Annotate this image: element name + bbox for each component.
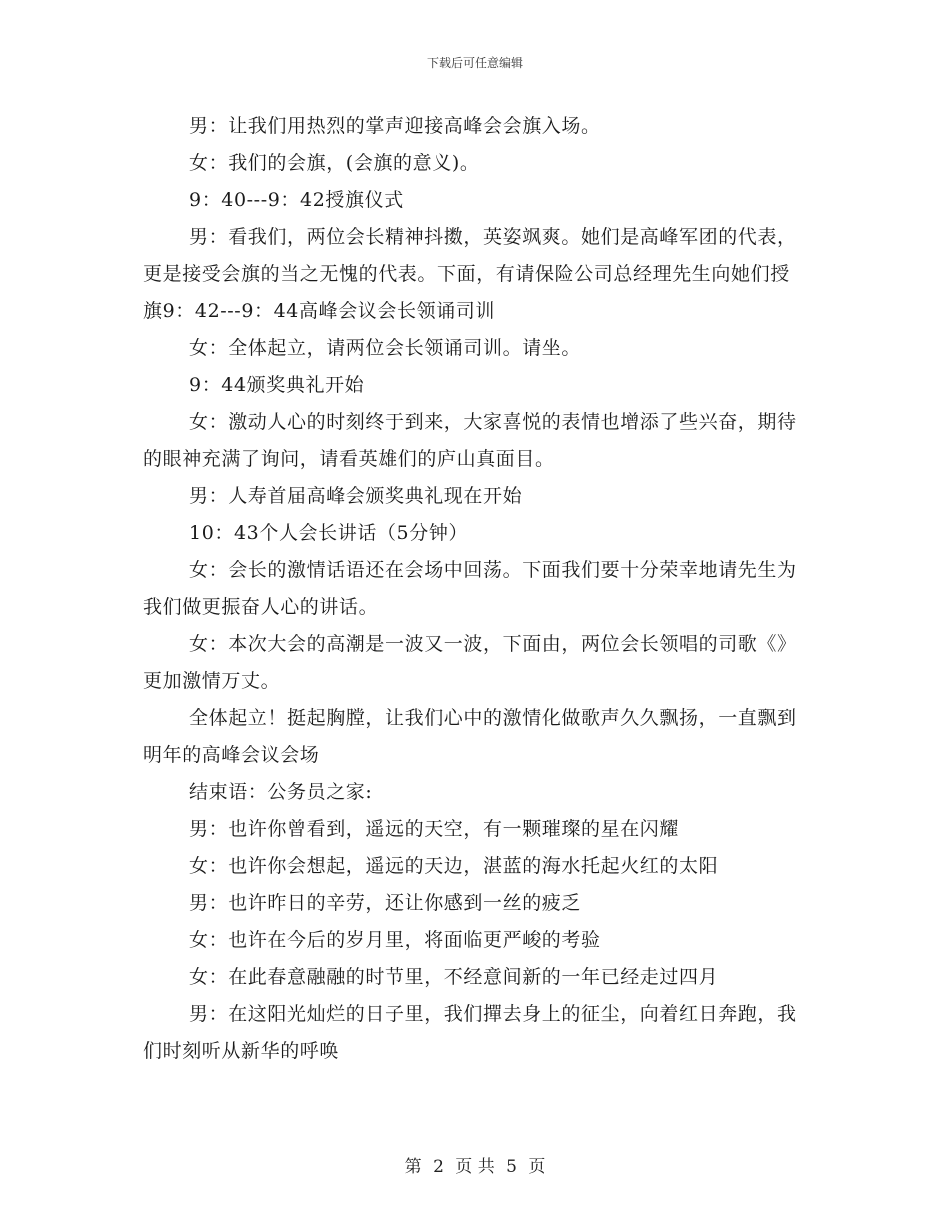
paragraph: 男：也许你曾看到，遥远的天空，有一颗璀璨的星在闪耀 bbox=[189, 818, 680, 840]
paragraph: 10：43个人会长讲话（5分钟） bbox=[189, 522, 469, 544]
paragraph: 女：在此春意融融的时节里，不经意间新的一年已经走过四月 bbox=[189, 966, 719, 988]
paragraph: 男：也许昨日的辛劳，还让你感到一丝的疲乏 bbox=[189, 892, 582, 914]
paragraph: 女：也许你会想起，遥远的天边，湛蓝的海水托起火红的太阳 bbox=[189, 855, 719, 877]
page-number-middle: 页 共 bbox=[455, 1157, 495, 1177]
page-header: 下载后可任意编辑 bbox=[426, 56, 523, 70]
paragraph: 女：也许在今后的岁月里，将面临更严峻的考验 bbox=[189, 929, 601, 951]
document-body bbox=[143, 108, 808, 1070]
current-page-number: 2 bbox=[433, 1157, 444, 1177]
paragraph: 全体起立！挺起胸膛，让我们心中的激情化做歌声久久飘扬，一直飘到明年的高峰会议会场 bbox=[143, 707, 797, 766]
paragraph: 女：激动人心的时刻终于到来，大家喜悦的表情也增添了些兴奋，期待的眼神充满了询问，请看英雄们的庐山真面目。 bbox=[143, 411, 797, 470]
paragraph: 9：44颁奖典礼开始 bbox=[189, 374, 365, 396]
paragraph: 女：会长的激情话语还在会场中回荡。下面我们要十分荣幸地请先生为我们做更振奋人心的讲话。 bbox=[143, 559, 797, 618]
paragraph: 女：本次大会的高潮是一波又一波，下面由，两位会长领唱的司歌《》更加激情万丈。 bbox=[143, 633, 797, 692]
paragraph: 男：让我们用热烈的掌声迎接高峰会会旗入场。 bbox=[189, 115, 601, 137]
page-number-suffix: 页 bbox=[528, 1157, 546, 1177]
total-page-count: 5 bbox=[506, 1157, 517, 1177]
paragraph: 结束语：公务员之家: bbox=[189, 781, 373, 803]
paragraph: 9：40---9：42授旗仪式 bbox=[189, 189, 404, 211]
paragraph: 女：全体起立，请两位会长领诵司训。请坐。 bbox=[189, 337, 582, 359]
page-number-prefix: 第 bbox=[404, 1157, 422, 1177]
paragraph: 女：我们的会旗，(会旗的意义)。 bbox=[189, 152, 480, 174]
paragraph: 男：看我们，两位会长精神抖擞，英姿飒爽。她们是高峰军团的代表，更是接受会旗的当之无愧的代表。下面，有请保险公司总经理先生向她们授旗9：42---9：44高峰会议会长领诵司训 bbox=[143, 226, 797, 322]
page-footer bbox=[0, 1152, 950, 1177]
paragraph: 男：在这阳光灿烂的日子里，我们撣去身上的征尘，向着红日奔跑，我们时刻听从新华的呼唤 bbox=[143, 1003, 797, 1062]
paragraph: 男：人寿首届高峰会颁奖典礼现在开始 bbox=[189, 485, 523, 507]
